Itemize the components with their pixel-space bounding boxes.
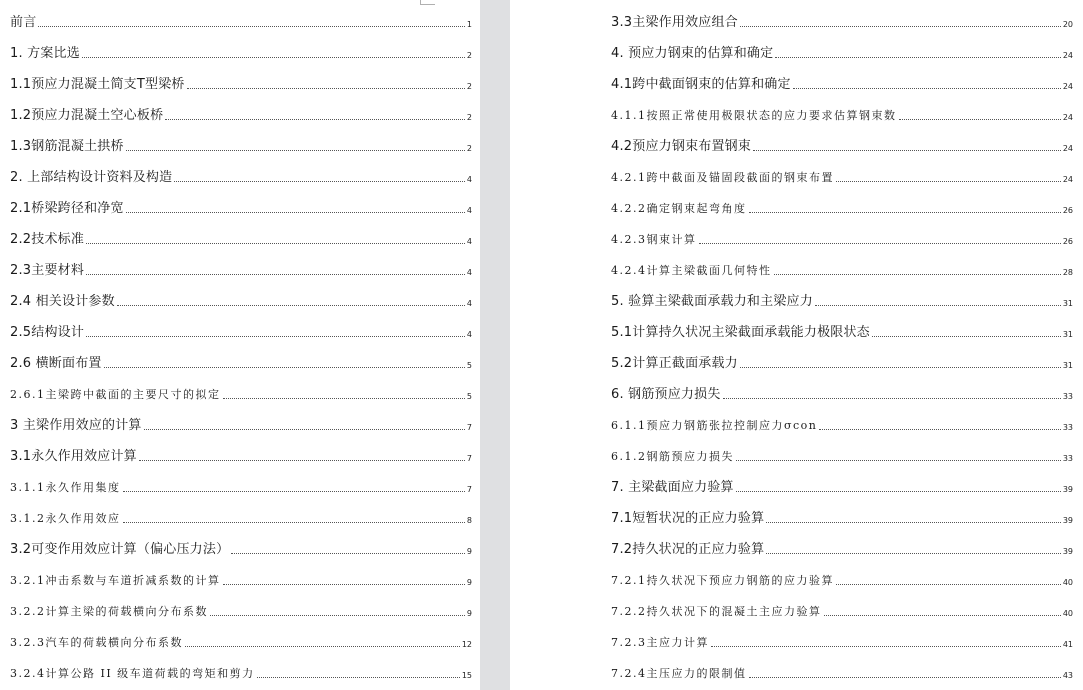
toc-entry[interactable] [10, 499, 472, 530]
toc-entry-title: 3.2.2计算主梁的荷载横向分布系数 [10, 605, 208, 618]
toc-dot-leader [740, 366, 1061, 368]
toc-entry-title: 3.2.3汽车的荷载横向分布系数 [10, 636, 183, 649]
toc-page-number: 4 [466, 206, 472, 215]
toc-entry-title: 2.6.1主梁跨中截面的主要尺寸的拟定 [10, 388, 221, 401]
toc-page-number: 5 [466, 392, 472, 401]
toc-entry-title: 3.1.1永久作用集度 [10, 481, 121, 494]
toc-entry-title: 4.2.3钢束计算 [611, 233, 697, 246]
toc-dot-leader [82, 56, 465, 58]
toc-page-number: 40 [1062, 609, 1073, 618]
toc-entry-title: 1.1预应力混凝土简支T型梁桥 [10, 77, 185, 92]
toc-entry[interactable] [10, 468, 472, 499]
toc-entry-title: 3.2.4计算公路 II 级车道荷载的弯矩和剪力 [10, 667, 255, 680]
toc-entry-title: 7.2持久状况的正应力验算 [611, 542, 765, 557]
toc-page-number: 26 [1062, 237, 1073, 246]
toc-page-number: 1 [466, 20, 472, 29]
toc-page-number: 12 [461, 640, 472, 649]
toc-dot-leader [736, 459, 1061, 461]
toc-entry[interactable] [611, 561, 1073, 592]
toc-dot-leader [736, 490, 1061, 492]
toc-entry[interactable] [611, 251, 1073, 282]
toc-entry[interactable] [10, 375, 472, 406]
toc-page-number: 24 [1062, 113, 1073, 122]
toc-entry-title: 5. 验算主梁截面承载力和主梁应力 [611, 294, 813, 309]
toc-entry-title: 5.1计算持久状况主梁截面承载能力极限状态 [611, 325, 870, 340]
toc-dot-leader [899, 118, 1061, 120]
toc-entry[interactable] [611, 127, 1073, 158]
toc-entry-title: 2.2技术标准 [10, 232, 85, 247]
toc-entry[interactable] [611, 158, 1073, 189]
toc-entry[interactable] [10, 282, 472, 313]
toc-entry-title: 3.2.1冲击系数与车道折减系数的计算 [10, 574, 221, 587]
toc-dot-leader [223, 397, 465, 399]
toc-dot-leader [257, 676, 460, 678]
toc-entry-title: 3.1.2永久作用效应 [10, 512, 121, 525]
toc-entry-title: 7.2.4主压应力的限制值 [611, 667, 747, 680]
toc-dot-leader [749, 676, 1061, 678]
toc-page-number: 39 [1062, 485, 1073, 494]
toc-entry[interactable] [611, 375, 1073, 406]
toc-entry-title: 4.1跨中截面钢束的估算和确定 [611, 77, 791, 92]
toc-entry-title: 6.1.1预应力钢筋张拉控制应力σcon [611, 419, 818, 432]
toc-entry-title: 2.3主要材料 [10, 263, 85, 278]
toc-page-number: 15 [461, 671, 472, 680]
toc-entry[interactable] [10, 313, 472, 344]
toc-entry-title: 4.2.4计算主梁截面几何特性 [611, 264, 772, 277]
toc-entry[interactable] [10, 530, 472, 561]
toc-entry[interactable] [10, 127, 472, 158]
toc-page-number: 7 [466, 423, 472, 432]
toc-page-number: 9 [466, 609, 472, 618]
toc-dot-leader [126, 149, 465, 151]
toc-entry-title: 2.5结构设计 [10, 325, 85, 340]
toc-entry[interactable] [10, 561, 472, 592]
toc-entry[interactable] [611, 282, 1073, 313]
toc-entry[interactable] [10, 220, 472, 251]
toc-dot-leader [819, 428, 1060, 430]
toc-dot-leader [185, 645, 460, 647]
toc-entry[interactable] [611, 65, 1073, 96]
toc-entry[interactable] [611, 406, 1073, 437]
toc-entry[interactable] [611, 96, 1073, 127]
toc-entry-title: 1. 方案比选 [10, 46, 80, 61]
toc-entry[interactable] [10, 34, 472, 65]
toc-entry-title: 6. 钢筋预应力损失 [611, 387, 721, 402]
toc-entry-title: 2. 上部结构设计资料及构造 [10, 170, 173, 185]
toc-dot-leader [775, 56, 1060, 58]
toc-page-number: 8 [466, 516, 472, 525]
toc-page-number: 2 [466, 82, 472, 91]
toc-page-number: 24 [1062, 144, 1073, 153]
toc-entry-title: 3 主梁作用效应的计算 [10, 418, 142, 433]
toc-dot-leader [126, 211, 465, 213]
toc-dot-leader [774, 273, 1061, 275]
toc-page-number: 39 [1062, 516, 1073, 525]
toc-dot-leader [104, 366, 465, 368]
toc-entry[interactable] [611, 654, 1073, 685]
toc-entry[interactable] [611, 313, 1073, 344]
toc-page-number: 4 [466, 237, 472, 246]
toc-page-number: 20 [1062, 20, 1073, 29]
toc-page-number: 24 [1062, 51, 1073, 60]
toc-page-number: 33 [1062, 392, 1073, 401]
toc-dot-leader [223, 583, 465, 585]
toc-page-number: 41 [1062, 640, 1073, 649]
document-page-right [510, 0, 1083, 690]
toc-entry[interactable] [611, 3, 1073, 34]
toc-entry[interactable] [611, 530, 1073, 561]
toc-dot-leader [723, 397, 1061, 399]
toc-page-number: 33 [1062, 423, 1073, 432]
toc-page-number: 4 [466, 268, 472, 277]
toc-page-number: 31 [1062, 299, 1073, 308]
toc-entry[interactable] [10, 96, 472, 127]
toc-page-number: 9 [466, 578, 472, 587]
toc-entry-title: 1.3钢筋混凝土拱桥 [10, 139, 124, 154]
toc-dot-leader [231, 552, 465, 554]
toc-dot-leader [766, 552, 1061, 554]
toc-entry-title: 2.4 相关设计参数 [10, 294, 115, 309]
toc-entry[interactable] [611, 34, 1073, 65]
toc-entry[interactable] [10, 654, 472, 685]
toc-entry-title: 1.2预应力混凝土空心板桥 [10, 108, 164, 123]
table-of-contents-left [10, 3, 472, 685]
toc-page-number: 7 [466, 485, 472, 494]
toc-entry-title: 4.2.2确定钢束起弯角度 [611, 202, 747, 215]
toc-dot-leader [86, 273, 465, 275]
toc-page-number: 40 [1062, 578, 1073, 587]
toc-entry-title: 前言 [10, 15, 37, 30]
toc-dot-leader [753, 149, 1061, 151]
toc-entry-title: 7.1短暂状况的正应力验算 [611, 511, 765, 526]
toc-entry-title: 4. 预应力钢束的估算和确定 [611, 46, 774, 61]
toc-page-number: 39 [1062, 547, 1073, 556]
toc-dot-leader [740, 25, 1061, 27]
toc-entry[interactable] [611, 220, 1073, 251]
toc-entry-title: 5.2计算正截面承载力 [611, 356, 738, 371]
toc-entry-title: 4.1.1按照正常使用极限状态的应力要求估算钢束数 [611, 109, 897, 122]
toc-page-number: 2 [466, 144, 472, 153]
toc-entry[interactable] [10, 406, 472, 437]
toc-dot-leader [187, 87, 465, 89]
toc-entry[interactable] [611, 499, 1073, 530]
toc-dot-leader [86, 242, 465, 244]
toc-dot-leader [699, 242, 1061, 244]
toc-dot-leader [793, 87, 1061, 89]
toc-entry[interactable] [611, 623, 1073, 654]
toc-dot-leader [872, 335, 1061, 337]
toc-page-number: 9 [466, 547, 472, 556]
toc-dot-leader [766, 521, 1061, 523]
toc-dot-leader [711, 645, 1061, 647]
toc-dot-leader [117, 304, 465, 306]
toc-page-number: 31 [1062, 361, 1073, 370]
toc-page-number: 4 [466, 330, 472, 339]
toc-page-number: 43 [1062, 671, 1073, 680]
toc-page-number: 4 [466, 175, 472, 184]
toc-dot-leader [38, 25, 465, 27]
toc-entry[interactable] [611, 437, 1073, 468]
toc-entry-title: 7.2.3主应力计算 [611, 636, 709, 649]
table-of-contents-right [611, 3, 1073, 685]
toc-entry-title: 7.2.1持久状况下预应力钢筋的应力验算 [611, 574, 834, 587]
toc-dot-leader [824, 614, 1061, 616]
toc-page-number: 4 [466, 299, 472, 308]
toc-entry[interactable] [611, 592, 1073, 623]
toc-entry[interactable] [10, 158, 472, 189]
toc-page-number: 26 [1062, 206, 1073, 215]
toc-page-number: 28 [1062, 268, 1073, 277]
toc-entry-title: 2.6 横断面布置 [10, 356, 102, 371]
toc-dot-leader [123, 490, 465, 492]
toc-entry-title: 3.2可变作用效应计算（偏心压力法） [10, 542, 230, 557]
toc-dot-leader [86, 335, 465, 337]
toc-dot-leader [174, 180, 465, 182]
toc-entry[interactable] [10, 3, 472, 34]
toc-entry-title: 4.2.1跨中截面及锚固段截面的钢束布置 [611, 171, 834, 184]
toc-page-number: 24 [1062, 175, 1073, 184]
toc-dot-leader [165, 118, 465, 120]
toc-entry-title: 4.2预应力钢束布置钢束 [611, 139, 752, 154]
toc-page-number: 31 [1062, 330, 1073, 339]
toc-entry-title: 3.1永久作用效应计算 [10, 449, 137, 464]
toc-entry-title: 3.3主梁作用效应组合 [611, 15, 738, 30]
toc-dot-leader [210, 614, 465, 616]
toc-entry[interactable] [10, 623, 472, 654]
toc-dot-leader [836, 180, 1061, 182]
toc-dot-leader [144, 428, 465, 430]
toc-entry[interactable] [10, 65, 472, 96]
toc-dot-leader [836, 583, 1061, 585]
toc-dot-leader [123, 521, 465, 523]
toc-page-number: 2 [466, 113, 472, 122]
toc-entry[interactable] [611, 344, 1073, 375]
toc-entry[interactable] [10, 592, 472, 623]
toc-dot-leader [749, 211, 1061, 213]
toc-entry-title: 2.1桥梁跨径和净宽 [10, 201, 124, 216]
toc-entry[interactable] [611, 189, 1073, 220]
toc-entry[interactable] [10, 344, 472, 375]
document-page-left [0, 0, 480, 690]
toc-entry-title: 7. 主梁截面应力验算 [611, 480, 734, 495]
toc-entry[interactable] [10, 251, 472, 282]
toc-page-number: 33 [1062, 454, 1073, 463]
toc-entry-title: 7.2.2持久状况下的混凝土主应力验算 [611, 605, 822, 618]
toc-entry[interactable] [611, 468, 1073, 499]
toc-page-number: 24 [1062, 82, 1073, 91]
toc-entry-title: 6.1.2钢筋预应力损失 [611, 450, 734, 463]
toc-entry[interactable] [10, 189, 472, 220]
toc-dot-leader [139, 459, 465, 461]
toc-page-number: 7 [466, 454, 472, 463]
toc-entry[interactable] [10, 437, 472, 468]
toc-page-number: 5 [466, 361, 472, 370]
toc-dot-leader [815, 304, 1061, 306]
toc-page-number: 2 [466, 51, 472, 60]
